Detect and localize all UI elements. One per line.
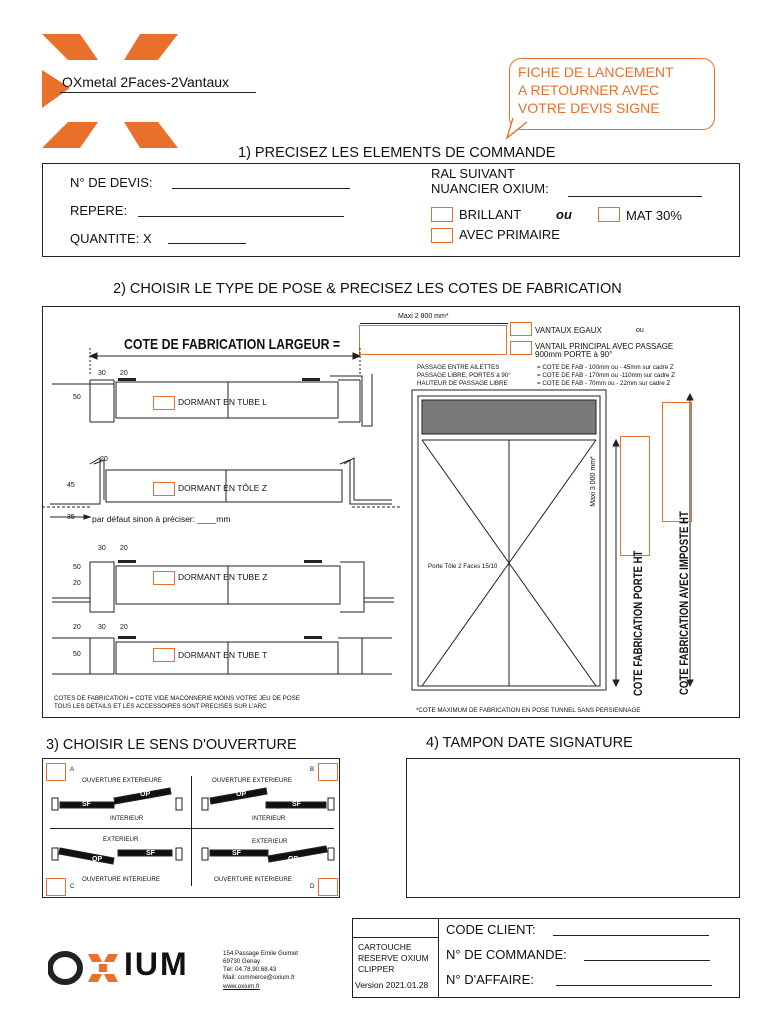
passage-value-2: = COTE DE FAB - 170mm ou -110mm sur cadre Z bbox=[537, 372, 675, 379]
cartouche-label-1: CARTOUCHE bbox=[358, 942, 412, 952]
ou-label: ou bbox=[556, 207, 572, 222]
tube-z-label: DORMANT EN TUBE Z bbox=[178, 572, 268, 582]
ral-label-1: RAL SUIVANT bbox=[431, 166, 515, 181]
dim-20-d2: 20 bbox=[120, 624, 128, 631]
primaire-label: AVEC PRIMAIRE bbox=[459, 227, 560, 242]
dim-20-a: 20 bbox=[120, 370, 128, 377]
op-a: OP bbox=[140, 791, 151, 798]
sf-a: SF bbox=[82, 801, 91, 808]
dim-30-a: 30 bbox=[98, 370, 106, 377]
repere-field[interactable] bbox=[138, 216, 344, 217]
ouverture-int-d: OUVERTURE INTERIEURE bbox=[214, 876, 292, 883]
address-line-2: 69730 Genay bbox=[223, 958, 261, 965]
version-label: Version 2021.01.28 bbox=[355, 980, 429, 990]
maxi-width-label: Maxi 2 800 mm* bbox=[398, 313, 449, 320]
devis-label: N° DE DEVIS: bbox=[70, 175, 153, 190]
section4-title: 4) TAMPON DATE SIGNATURE bbox=[426, 735, 633, 751]
address-line-5: www.oxium.fr bbox=[223, 983, 260, 990]
tube-z-checkbox[interactable] bbox=[153, 571, 175, 585]
sens-c-letter: C bbox=[70, 883, 75, 890]
op-c: OP bbox=[92, 856, 103, 863]
commande-field[interactable] bbox=[584, 960, 710, 961]
tole-z-checkbox[interactable] bbox=[153, 482, 175, 496]
oxium-wordmark: IUM bbox=[124, 946, 189, 982]
tube-t-label: DORMANT EN TUBE T bbox=[178, 650, 268, 660]
dim-30-d: 30 bbox=[98, 624, 106, 631]
mat-checkbox[interactable] bbox=[598, 207, 620, 222]
note-left-2: TOUS LES DETAILS ET LES ACCESSOIRES SONT PRECISES SUR L'ARC bbox=[54, 703, 267, 710]
exterieur-c: EXTERIEUR bbox=[103, 836, 139, 843]
address-line-4: Mail: commerce@oxium.fr bbox=[223, 974, 295, 981]
vantail-principal-checkbox[interactable] bbox=[510, 341, 532, 355]
ouverture-ext-a: OUVERTURE EXTERIEURE bbox=[82, 777, 162, 784]
ral-label-2: NUANCIER OXIUM: bbox=[431, 181, 549, 196]
tube-l-label: DORMANT EN TUBE L bbox=[178, 397, 267, 407]
tube-l-checkbox[interactable] bbox=[153, 396, 175, 410]
sf-d: SF bbox=[232, 850, 241, 857]
quantite-field[interactable] bbox=[168, 243, 246, 244]
sf-c: SF bbox=[146, 850, 155, 857]
vantaux-egaux-checkbox[interactable] bbox=[510, 322, 532, 336]
ouverture-int-c: OUVERTURE INTERIEURE bbox=[82, 876, 160, 883]
passage-label-3: HAUTEUR DE PASSAGE LIBRE bbox=[417, 380, 508, 387]
cote-imposte-ht-label: COTE FABRICATION AVEC IMPOSTE HT bbox=[677, 511, 691, 695]
brillant-checkbox[interactable] bbox=[431, 207, 453, 222]
mat-label: MAT 30% bbox=[626, 208, 682, 223]
note-left-1: COTES DE FABRICATION = COTE VIDE MACONNERIE MOINS VOTRE JEU DE POSE bbox=[54, 695, 300, 702]
signature-box[interactable] bbox=[406, 758, 740, 898]
interieur-b: INTERIEUR bbox=[252, 815, 286, 822]
brillant-label: BRILLANT bbox=[459, 207, 522, 222]
sens-d-letter: D bbox=[310, 883, 315, 890]
bubble-line-3: VOTRE DEVIS SIGNE bbox=[518, 100, 660, 116]
affaire-field[interactable] bbox=[556, 985, 712, 986]
defaut-label: par défaut sinon à préciser: ____mm bbox=[92, 514, 231, 524]
dim-20-b: 20 bbox=[100, 456, 108, 463]
maxi-width-line bbox=[360, 323, 508, 324]
dim-20-d: 20 bbox=[73, 624, 81, 631]
bubble-line-2: A RETOURNER AVEC bbox=[518, 82, 660, 98]
sf-b: SF bbox=[292, 801, 301, 808]
passage-label-2: PASSAGE LIBRE, PORTES à 90° bbox=[417, 372, 511, 379]
devis-field[interactable] bbox=[172, 188, 350, 189]
section3-title: 3) CHOISIR LE SENS D'OUVERTURE bbox=[46, 737, 297, 753]
dim-30-c: 30 bbox=[98, 545, 106, 552]
vantail-principal-label-1: VANTAIL PRINCIPAL AVEC PASSAGE bbox=[535, 342, 674, 351]
dim-20-c2: 20 bbox=[73, 580, 81, 587]
dim-50-c: 50 bbox=[73, 564, 81, 571]
vantail-principal-label-2: 900mm PORTE à 90° bbox=[535, 350, 613, 359]
maxi-height-label: Maxi 3 000 mm* bbox=[589, 456, 597, 507]
sens-c-checkbox[interactable] bbox=[46, 878, 66, 896]
sens-b-letter: B bbox=[310, 766, 315, 773]
section2-title: 2) CHOISIR LE TYPE DE POSE & PRECISEZ LES COTES DE FABRICATION bbox=[113, 281, 622, 297]
dim-45: 45 bbox=[67, 482, 75, 489]
ral-field[interactable] bbox=[568, 196, 702, 197]
sens-a-checkbox[interactable] bbox=[46, 763, 66, 781]
code-client-field[interactable] bbox=[553, 935, 709, 936]
product-title-underline bbox=[60, 92, 256, 93]
op-b: OP bbox=[236, 791, 247, 798]
dim-50-d: 50 bbox=[73, 651, 81, 658]
primaire-checkbox[interactable] bbox=[431, 228, 453, 243]
dim-20-c: 20 bbox=[120, 545, 128, 552]
oxmetal-logo-x-icon bbox=[40, 30, 190, 152]
ouverture-ext-b: OUVERTURE EXTERIEURE bbox=[212, 777, 292, 784]
address-line-3: Tél: 04.78.90.68.43 bbox=[223, 966, 277, 973]
cartouche-divider bbox=[438, 918, 439, 998]
cote-porte-ht-label: COTE FABRICATION PORTE HT bbox=[631, 550, 645, 696]
cartouche-label-3: CLIPPER bbox=[358, 964, 395, 974]
cote-imposte-ht-input[interactable] bbox=[662, 402, 692, 522]
cote-largeur-label: COTE DE FABRICATION LARGEUR = bbox=[124, 336, 341, 353]
door-label: Porte Tôle 2 Faces 15/10 bbox=[428, 563, 498, 570]
note-right: *COTE MAXIMUM DE FABRICATION EN POSE TUNNEL SANS PERSIENNAGE bbox=[416, 707, 641, 714]
repere-label: REPERE: bbox=[70, 203, 128, 218]
dim-50-a: 50 bbox=[73, 394, 81, 401]
passage-label-1: PASSAGE ENTRE AILETTES bbox=[417, 364, 500, 371]
address-line-1: 154 Passage Emile Guimet bbox=[223, 950, 298, 957]
vantaux-ou-label: ou bbox=[636, 327, 644, 334]
vantaux-egaux-label: VANTAUX EGAUX bbox=[535, 326, 602, 335]
speech-bubble-tail-icon bbox=[505, 116, 535, 140]
op-d: OP bbox=[288, 856, 299, 863]
affaire-label: N° D'AFFAIRE: bbox=[446, 972, 534, 987]
exterieur-d: EXTERIEUR bbox=[252, 838, 288, 845]
tube-t-checkbox[interactable] bbox=[153, 648, 175, 662]
sens-a-letter: A bbox=[70, 766, 75, 773]
cartouche-label-2: RESERVE OXIUM bbox=[358, 953, 429, 963]
code-client-label: CODE CLIENT: bbox=[446, 922, 536, 937]
cartouche-left-top bbox=[352, 918, 438, 938]
passage-value-1: = COTE DE FAB - 100mm ou - 45mm sur cadre Z bbox=[537, 364, 674, 371]
commande-label: N° DE COMMANDE: bbox=[446, 947, 567, 962]
section1-title: 1) PRECISEZ LES ELEMENTS DE COMMANDE bbox=[238, 145, 556, 161]
sens-d-checkbox[interactable] bbox=[318, 878, 338, 896]
dim-35: 35 bbox=[67, 514, 75, 521]
bubble-line-1: FICHE DE LANCEMENT bbox=[518, 64, 674, 80]
passage-value-3: = COTE DE FAB - 70mm ou - 22mm sur cadre Z bbox=[537, 380, 671, 387]
interieur-a: INTERIEUR bbox=[110, 815, 144, 822]
quantite-label: QUANTITE: X bbox=[70, 231, 152, 246]
sens-b-checkbox[interactable] bbox=[318, 763, 338, 781]
cote-porte-ht-input[interactable] bbox=[620, 436, 650, 556]
tole-z-label: DORMANT EN TÔLE Z bbox=[178, 483, 267, 493]
profile-drawings bbox=[42, 340, 402, 685]
product-title: OXmetal 2Faces-2Vantaux bbox=[62, 74, 230, 90]
